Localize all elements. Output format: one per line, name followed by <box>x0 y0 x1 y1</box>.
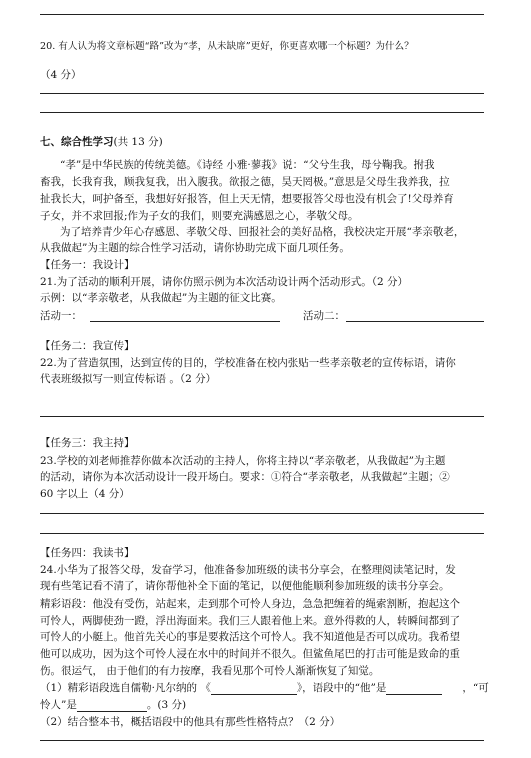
intro-line: 子女，并不求回报;作为子女的我们，则要充满感恩之心，孝敬父母。 <box>40 210 359 222</box>
task1-example: 示例：以“孝亲敬老，从我做起”为主题的征文比赛。 <box>40 292 282 304</box>
task4-line: 现有些笔记看不清了，请你帮他补全下面的笔记，以便他能顺利参加班级的读书分享会。 <box>40 580 450 592</box>
poor-man-blank[interactable] <box>77 699 147 712</box>
task4-title: 【任务四：我读书】 <box>40 547 135 559</box>
task4-line: 可怜人的小艇上。他首先关心的事是要救活这个可怜人。我不知道他是否可以成功。我希望 <box>40 631 460 643</box>
task1-title: 【任务一：我设计】 <box>40 259 135 271</box>
intro-line: 畜我，长我育我，顾我复我，出入腹我。欲报之德，昊天罔极。”意思是父母生我养我，拉 <box>40 176 450 188</box>
sub1-text-a: （1）精彩语段选自儒勒·凡尔纳的 《 <box>40 682 211 694</box>
section-score: (共 13 分) <box>113 136 163 148</box>
sub-question-2: （2）结合整本书，概括语段中的他具有那些性格特点？（2 分） <box>40 716 341 728</box>
answer-line[interactable] <box>40 93 484 94</box>
sub1-text-e: 。(3 分) <box>146 699 187 711</box>
task3-line: 的活动，请你为本次活动设计一段开场白。要求：①符合“孝亲敬老，从我做起”主题；② <box>40 471 450 483</box>
intro-line: “孝”是中华民族的传统美德。《诗经 小雅·蓼莪》说：“父兮生我，母兮鞠我。拊我 <box>60 159 435 171</box>
intro-line: 从我做起”为主题的综合性学习活动，请你协助完成下面几项任务。 <box>40 242 350 254</box>
task2-line: 22.为了营造氛围，达到宣传的目的，学校准备在校内张贴一些孝亲敬老的宣传标语，请你 <box>40 357 456 369</box>
answer-line[interactable] <box>40 112 484 113</box>
task3-line: 60 字以上（4 分） <box>40 488 130 500</box>
activity-one-label: 活动一： <box>40 310 82 322</box>
sub-question-1-cont <box>40 697 186 712</box>
task1-question: 21.为了活动的顺利开展，请你仿照示例为本次活动设计两个活动形式。（2 分） <box>40 276 408 288</box>
answer-line[interactable] <box>40 513 484 514</box>
sub1-text-c: ，“可 <box>462 682 489 694</box>
sub-question-1 <box>40 680 489 695</box>
task2-line: 代表班级拟写一则宣传标语 。（2 分） <box>40 373 217 385</box>
answer-line[interactable] <box>40 740 484 741</box>
answer-line[interactable] <box>40 416 484 417</box>
book-title-blank[interactable] <box>211 682 297 695</box>
task4-line: 24.小华为了报答父母，发奋学习，他准备参加班级的读书分享会，在整理阅读笔记时，发 <box>40 564 456 576</box>
task2-title: 【任务二：我宣传】 <box>40 340 135 352</box>
answer-line[interactable] <box>40 14 484 15</box>
q20-text: 20. 有人认为将文章标题“路”改为“孝，从未缺席”更好，你更喜欢哪一个标题？为什么？ <box>40 41 414 52</box>
intro-line: 为了培养青少年心存感恩、孝敬父母、回报社会的美好品格，我校决定开展“孝亲敬老， <box>60 226 465 238</box>
answer-line[interactable] <box>40 533 484 534</box>
task4-line: 伤。很运气， 由于他们的有力按摩，我看见那个可怜人渐渐恢复了知觉。 <box>40 665 380 677</box>
section-title: 七、综合性学习 <box>40 136 114 148</box>
activity-one-input[interactable] <box>90 321 280 322</box>
activity-two-input[interactable] <box>346 321 484 322</box>
task4-line: 精彩语段：他没有受伤，站起来，走到那个可怜人身边，急急把缠着的绳索割断，抱起这个 <box>40 598 460 610</box>
task4-line: 他可以成功，因为这个可怜人浸在水中的时间并不很久。但鲨鱼尾巴的打击可能是致命的重 <box>40 648 460 660</box>
he-blank[interactable] <box>386 682 442 695</box>
sub1-text-b: 》，语段中的“他”是 <box>296 682 387 694</box>
q20-score: （4 分） <box>40 69 82 81</box>
intro-line: 扯我长大，呵护备至，我想好好报答，但上天无情，想要报答父母也没有机会了!父母养育 <box>40 193 454 205</box>
activity-two-label: 活动二： <box>303 310 345 322</box>
task3-line: 23.学校的刘老师推荐你做本次活动的主持人，你将主持以“孝亲敬老，从我做起”为主题 <box>40 455 446 467</box>
task3-title: 【任务三：我主持】 <box>40 437 135 449</box>
task4-line: 可怜人，两脚使劲一蹬，浮出海面来。我们三人跟着他上来。意外得救的人，转瞬间都到了 <box>40 615 460 627</box>
sub1-text-d: 怜人”是 <box>40 699 77 711</box>
section-heading <box>40 134 163 149</box>
